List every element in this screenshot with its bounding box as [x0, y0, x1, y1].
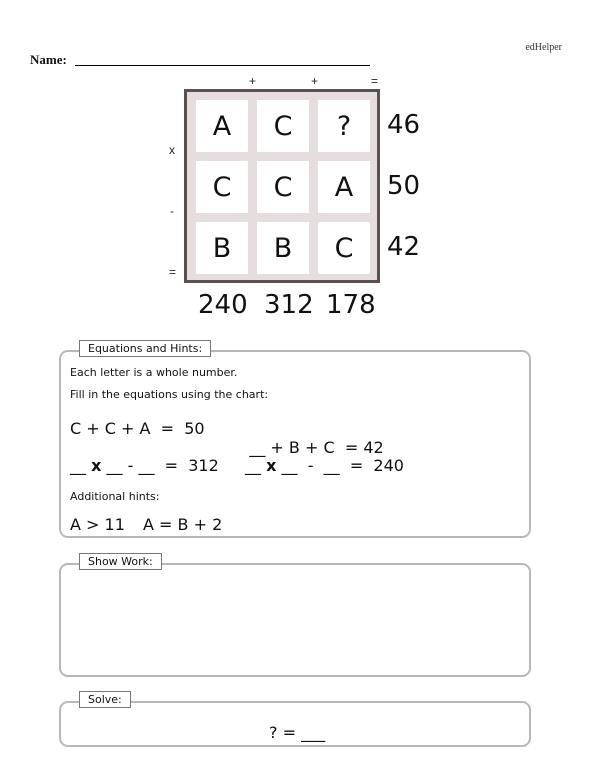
col-total-2: 312 [264, 290, 314, 320]
row-total-3: 42 [387, 232, 421, 262]
eq4-blank-3[interactable]: __ [323, 456, 340, 475]
eq4-blank-2[interactable]: __ [281, 456, 298, 475]
equation-4 [245, 456, 404, 475]
solve-answer[interactable]: ? = ___ [269, 723, 326, 742]
row-total-1: 46 [387, 110, 421, 140]
cell-r2c2: C [257, 161, 309, 213]
col-op-3: = [371, 74, 379, 88]
eq3-blank-1[interactable]: __ [70, 456, 86, 475]
equation-3 [70, 456, 219, 475]
eq4-result: 240 [373, 456, 404, 475]
col-total-3: 178 [326, 290, 376, 320]
eq3-blank-3[interactable]: __ [138, 456, 155, 475]
cell-r1c3: ? [318, 100, 370, 152]
equation-1: C + C + A = 50 [70, 419, 205, 438]
work-panel[interactable] [59, 555, 531, 677]
col-op-2: + [311, 74, 319, 88]
name-label: Name: [30, 52, 67, 67]
eq4-blank-1[interactable]: __ [245, 456, 261, 475]
eq4-op-2: - [307, 456, 314, 475]
eq4-op-1: x [266, 456, 277, 475]
hints-title: Equations and Hints: [79, 340, 211, 357]
cell-r3c1: B [196, 222, 248, 274]
cell-r3c3: C [318, 222, 370, 274]
hints-panel [59, 342, 531, 538]
eq3-result: 312 [188, 456, 219, 475]
row-op-1: x [169, 143, 175, 157]
cell-r1c1: A [196, 100, 248, 152]
hint-line-2: Fill in the equations using the chart: [70, 388, 269, 401]
hint-line-1: Each letter is a whole number. [70, 366, 238, 379]
equation-2-blank[interactable]: __ [249, 438, 266, 457]
cell-r1c2: C [257, 100, 309, 152]
puzzle-grid [184, 89, 380, 283]
col-op-1: + [249, 74, 257, 88]
row-total-2: 50 [387, 171, 421, 201]
solve-panel [59, 693, 531, 747]
name-line[interactable] [75, 65, 370, 66]
brand-label: edHelper [525, 42, 562, 53]
eq3-blank-2[interactable]: __ [106, 456, 123, 475]
row-op-3: = [169, 265, 177, 279]
solve-title: Solve: [79, 691, 131, 708]
additional-hints-label: Additional hints: [70, 490, 160, 503]
col-total-1: 240 [198, 290, 248, 320]
cell-r2c3: A [318, 161, 370, 213]
work-title: Show Work: [79, 553, 162, 570]
hint-a-equals: A = B + 2 [143, 515, 223, 534]
eq3-op-2: - [127, 456, 134, 475]
eq4-equals: = [349, 456, 364, 475]
cell-r3c2: B [257, 222, 309, 274]
row-op-2: - [170, 204, 174, 218]
cell-r2c1: C [196, 161, 248, 213]
hint-a-greater: A > 11 [70, 515, 125, 534]
eq3-op-1: x [91, 456, 102, 475]
eq3-equals: = [164, 456, 179, 475]
equation-2-rest: + B + C = 42 [265, 438, 384, 457]
